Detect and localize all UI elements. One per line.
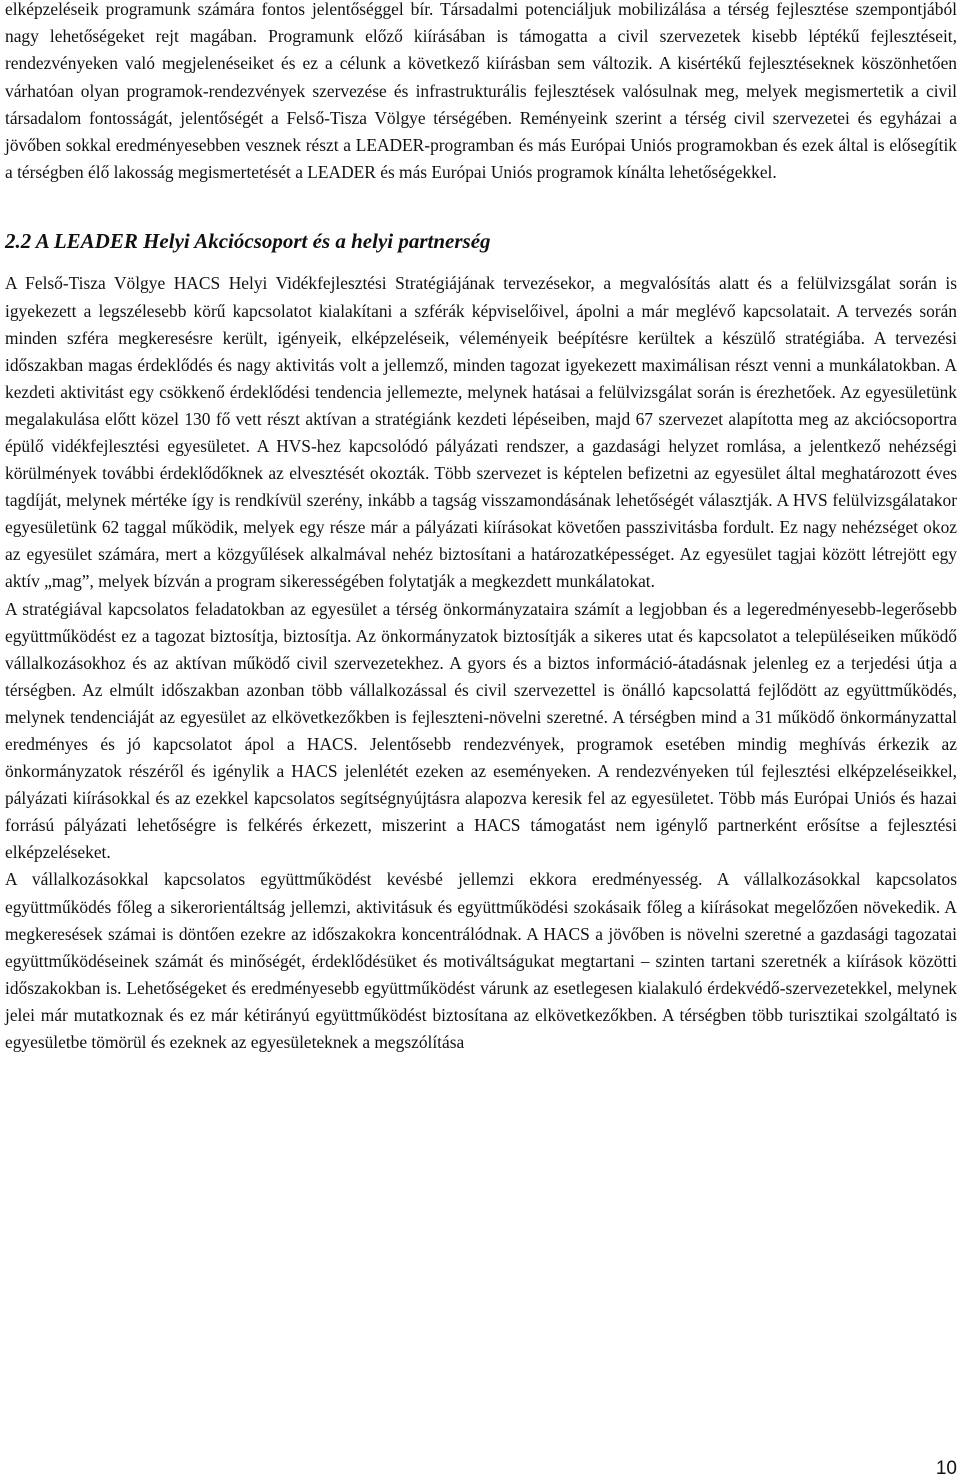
paragraph-municipal-cooperation: A stratégiával kapcsolatos feladatokban az egyesület a térség önkormányzataira számít a legjobban és a legeredményesebb-legerősebb együttműködést ez a tagozat biztosítja, biztosítja. Az önkormányzatok biztosítják a sikeres utat és kapcsolatot a településeiken működő vállalkozásokhoz és az aktívan működő civil szervezetekhez. A gyors és a biztos információ-átadásnak jelenleg ez a terjedési útja a térségben. Az elmúlt időszakban azonban több vállalkozással és civil szervezettel is önálló kapcsolattá fejlődött az együttműködés, melynek tendenciáját az egyesület az elkövetkezőkben is fejleszteni-növelni szeretné. A térségben mind a 31 működő önkormányzattal eredményes és jó kapcsolatot ápol a HACS. Jelentősebb rendezvények, programok esetében mindig meghívás érkezik az önkormányzatok részéről és igénylik a HACS jelenlétét ezeken az eseményeken. A rendezvényeken túl fejlesztési elképzeléseikkel, pályázati kiírásokkal és az ezekkel kapcsolatos segítségnyújtásra alapozva keresik fel az egyesületet. Több más Európai Uniós és hazai forrású pályázati lehetőségre is felkérés érkezett, miszerint a HACS támogatást nem igénylő partnerként erősítse a fejlesztési elképzeléseket. [5,598,957,863]
intro-paragraph: elképzeléseik programunk számára fontos jelentőséggel bír. Társadalmi potenciáljuk mobilizálása a térség fejlesztése szempontjából nagy lehetőségeket rejt magában. Programunk előző kiírásában is támogatta a civil szervezetek kisebb léptékű fejlesztéseit, rendezvényeken való megjelenéseiket és ez a célunk a következő kiírásban sem változik. A kisértékű fejlesztéseknek köszönhetően várhatóan olyan programok-rendezvények szervezése és infrastrukturális fejlesztések valósulnak meg, melyek megismertetik a civil társadalom fontosságát, jelentőségét a Felső-Tisza Völgye térségében. Reményeink szerint a térség civil szervezetei és egyházai a jövőben sokkal eredményesebben vesznek részt a LEADER-programban és más Európai Uniós programokban és ezek által is elősegítik a térségben élő lakosság megismertetését a LEADER és más Európai Uniós programok kínálta lehetőségekkel. [5,0,957,183]
page-number: 10 [935,1458,957,1479]
paragraph-partnership-planning: A Felső-Tisza Völgye HACS Helyi Vidékfejlesztési Stratégiájának tervezésekor, a megvalósítás alatt és a felülvizsgálat során is igyekezett a legszélesebb körű kapcsolatot kialakítani a szférák képviselőivel, ápolni a már meglévő kapcsolatait. A tervezés során minden szféra megkeresésre került, igényeik, elképzeléseik, véleményeik beépítésre kerültek a készülő stratégiába. A tervezési időszakban magas érdeklődés és nagy aktivitás volt a jellemző, minden tagozat igyekezett maximálisan részt venni a munkálatokban. A kezdeti aktivitást egy csökkenő érdeklődési tendencia jellemezte, melynek hatásai a felülvizsgálat során is érezhetőek. Az egyesületünk megalakulása előtt közel 130 fő vett részt aktívan a stratégiánk kezdeti lépéseiben, majd 67 szervezet alapította meg az akciócsoportra épülő vidékfejlesztési egyesületet. A HVS-hez kapcsolódó pályázati rendszer, a gazdasági helyzet romlása, a jelentkező nehézségi körülmények további érdeklődőknek az elvesztését okozták. Több szervezet is képtelen befizetni az egyesület által meghatározott éves tagdíját, melynek mértéke így is rendkívül szerény, inkább a tagság visszamondásának lehetőségét választják. A HVS felülvizsgálatakor egyesületünk 62 taggal működik, melyek egy része már a pályázati kiírásokat követően passzivitásba fordult. Ez nagy nehézséget okoz az egyesület számára, mert a közgyűlések alkalmával nehéz biztosítani a határozatképességet. Az egyesület tagjai között létrejött egy aktív „mag”, melyek bízván a program sikerességében folytatják a megkezdett munkálatokat. [5,273,957,592]
section-heading: 2.2 A LEADER Helyi Akciócsoport és a helyi partnerség [5,229,491,254]
paragraph-business-cooperation: A vállalkozásokkal kapcsolatos együttműködést kevésbé jellemzi ekkora eredményesség. A vállalkozásokkal kapcsolatos együttműködés főleg a sikerorientáltság jellemzi, aktivitásuk és együttműködési szokásaik főleg a kiírásokat megelőzően növekedik. A megkeresések számai is döntően ezekre az időszakokra koncentrálódnak. A HACS a jövőben is növelni szeretné a gazdasági tagozatai együttműködéseinek számát és minőségét, érdeklődésüket és motiváltságukat megtartani – szinten tartani szeretnék a kiírások közötti időszakokban is. Lehetőségeket és eredményesebb együttműködést várunk az esetlegesen kialakuló érdekvédő-szervezetekkel, melynek jelei már mutatkoznak és ez már kétirányú együttműködést biztosítana az elkövetkezőkben. A térségben több turisztikai szolgáltató is egyesületbe tömörül és ezeknek az egyesületeknek a megszólítása [5,869,957,1053]
document-page [5,0,957,1056]
